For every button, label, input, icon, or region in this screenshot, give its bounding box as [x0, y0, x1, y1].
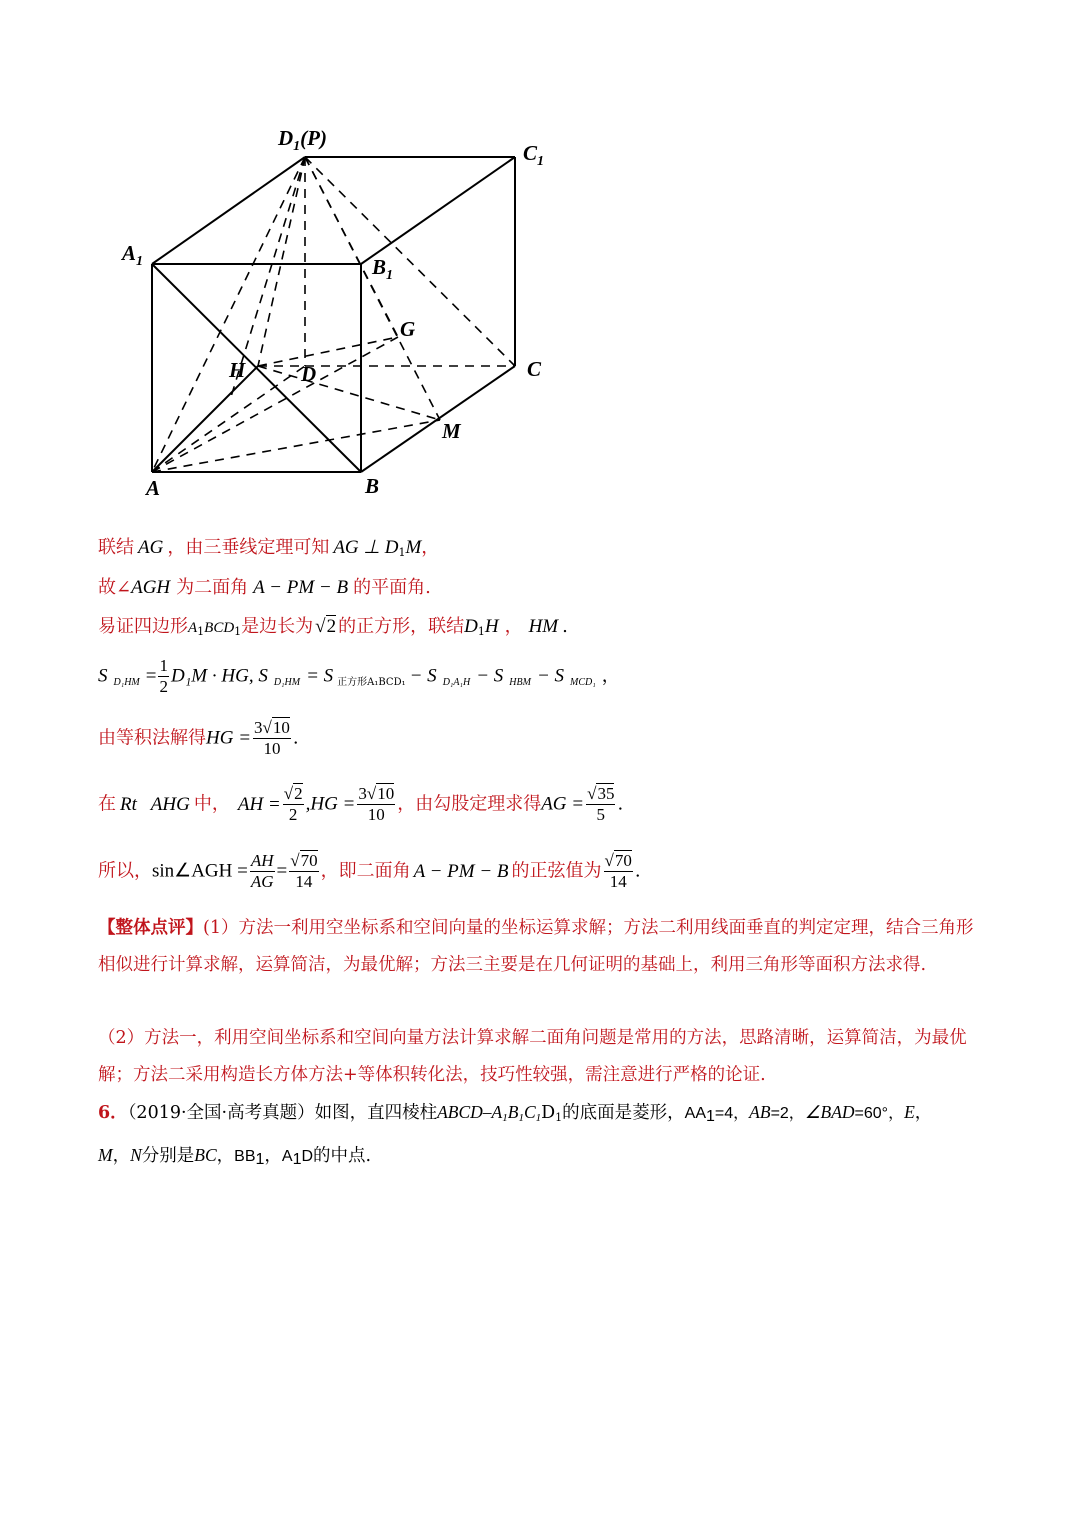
dash-D1-A: [152, 157, 305, 472]
fraction-3sqrt10-over-10: $\frac{3√10}{10}$: [254, 718, 290, 758]
solution-line-5: 由等积法解得HG = $\frac{3√10}{10}$ .: [98, 718, 299, 758]
label-B1: $B_1$: [372, 255, 394, 283]
label-B: B: [365, 474, 380, 498]
label-D1P: $D_1(P)$: [278, 126, 327, 154]
fraction-sqrt70-over-14: $\frac{√70}{14}$: [290, 851, 318, 891]
label-H: H: [229, 358, 246, 382]
label-A: A: [146, 476, 161, 500]
solution-line-7: 所以，sin∠AGH = $\frac{AH}{AG}$ = $\frac{√70}{14}$ ，即二面角 A − PM − B 的正弦值为 $\frac{√70}{14}$ .: [98, 851, 641, 891]
solution-line-3: 易证四边形$A_1BCD_1$是边长为 √2 的正方形，联结$D_1H$ ， HM .: [98, 616, 568, 638]
overall-comment-2: （2）方法一，利用空间坐标系和空间向量方法计算求解二面角问题是常用的方法，思路清晰，运算简洁，为最优解；方法二采用构造长方体方法+等体积转化法，技巧性较强，需注意进行严格的论证.: [98, 1028, 967, 1085]
cube-figure: [100, 120, 580, 510]
dash-H-G: [258, 337, 398, 366]
dash-D1-H: [258, 157, 305, 366]
fraction-AH-over-AG: $\frac{AH}{AG}$: [250, 851, 274, 891]
overall-comment-1: 【整体点评】(1）方法一利用空坐标系和空间向量的坐标运算求解；方法二利用线面垂直的判定定理，结合三角形相似进行计算求解，运算简洁，为最优解；方法三主要是在几何证明的基础上，利用三角形等面积方法求得.: [98, 918, 974, 975]
label-M: M: [442, 419, 461, 443]
dash-D1-M: [305, 157, 440, 420]
solution-line-4: S $_{D_1HM}$ = $\frac{1}{2}$ D₁M · HG, S $_{D_1HM}$ = S $_{正方形A_1BCD_1}$ − S $_{D_1A_1H}$ − S $_{HBM}$ − S $_{MCD_1}$ ，: [98, 656, 620, 696]
dash-H-M: [258, 366, 440, 420]
fraction-sqrt70-over-14-b: $\frac{√70}{14}$: [604, 851, 632, 891]
fraction-sqrt2-over-2: $\frac{√2}{2}$: [283, 784, 303, 824]
label-G: G: [400, 317, 416, 341]
fraction-one-half: $\frac{1}{2}$: [159, 656, 168, 696]
edge-A1-D1: [152, 157, 305, 264]
solution-line-2: 故∠AGH 为二面角 A − PM − B 的平面角.: [98, 577, 431, 598]
label-C1: $C_1$: [523, 141, 545, 169]
solution-line-1: 联结 AG ，由三垂线定理可知 AG ⊥ $D_1M$，: [98, 537, 440, 559]
solution-line-6: 在 Rt AHG 中， AH = $\frac{√2}{2}$ ,HG = $\frac{3√10}{10}$ ，由勾股定理求得AG = $\frac{√35}{5}$ .: [98, 784, 624, 824]
fraction-3sqrt10-over-10-b: $\frac{3√10}{10}$: [358, 784, 395, 824]
label-A1: $A_1$: [122, 241, 144, 269]
fraction-sqrt35-over-5: $\frac{√35}{5}$: [587, 784, 615, 824]
edge-B1-C1: [361, 157, 515, 264]
label-D: D: [301, 362, 317, 386]
label-C: C: [527, 357, 542, 381]
question-6: 6．（2019·全国·高考真题）如图，直四棱柱ABCD–$A_1B_1C_1D_1$的底面是菱形，$AA_1=4$，AB=2，∠BAD=60°，E， M，N分别是BC，$BB_1$，$A_1D$的中点.: [98, 1102, 933, 1168]
edge-B-C: [361, 366, 515, 472]
